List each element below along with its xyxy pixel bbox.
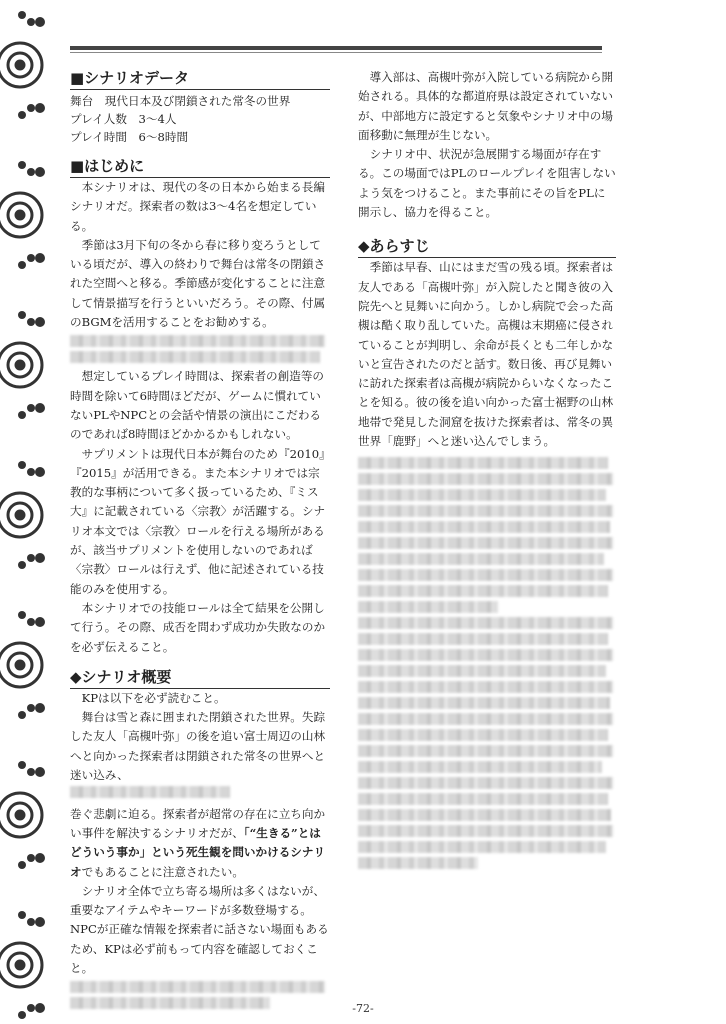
redacted-line <box>358 841 606 853</box>
header-rule-thin <box>70 52 602 53</box>
redacted-line <box>70 786 230 798</box>
overview-paragraph-3: シナリオ全体で立ち寄る場所は多くはないが、重要なアイテムやキーワードが多数登場する。NPCが正確な情報を探索者に話さない場面もあるため、KPは必ず前もって内容を確認しておくこと。 <box>70 883 329 975</box>
redacted-line <box>358 585 608 597</box>
right-paragraph-1: 導入部は、高槻叶弥が入院している病院から開始される。具体的な都道府県は設定されていないが、中部地方に設定すると気象やシナリオ中の場面移動に無理が生じない。 <box>358 70 614 142</box>
redacted-line <box>358 825 613 837</box>
overview-heading: ◆シナリオ概要 <box>70 667 330 689</box>
redacted-line <box>358 665 606 677</box>
header-rule <box>70 46 602 50</box>
redacted-line <box>358 729 608 741</box>
redacted-line <box>358 761 602 773</box>
redacted-line <box>358 521 610 533</box>
redacted-line <box>358 537 613 549</box>
redacted-line <box>358 857 478 869</box>
overview-paragraph-2a: 舞台は雪と森に囲まれた閉鎖された世界。失踪した友人「高槻叶弥」の後を追い富士周辺の山林へと向かった探索者は閉鎖された常冬の世界へと迷い込み、 <box>70 710 326 783</box>
redacted-line <box>358 473 613 485</box>
intro-heading: ■はじめに <box>70 156 330 178</box>
redacted-line <box>358 809 611 821</box>
redacted-line <box>70 351 320 363</box>
synopsis-heading: ◆あらすじ <box>358 236 616 258</box>
intro-paragraph-5: 本シナリオでの技能ロールは全て結果を公開して行う。その際、成否を問わず成功か失敗なのかを必ず伝えること。 <box>70 600 326 654</box>
redacted-block <box>358 457 616 869</box>
redacted-line <box>358 457 608 469</box>
redacted-line <box>70 981 325 993</box>
left-column <box>70 68 330 1013</box>
redacted-line <box>358 777 613 789</box>
redacted-line <box>358 793 608 805</box>
intro-paragraph-2: 季節は3月下旬の冬から春に移り変ろうとしている頃だが、導入の終わりで舞台は常冬の閉鎖された空間へと移る。季節感が変化することに注意して情景描写を行うといいだろう。その際、付属のBGMを活用することをお勧めする。 <box>70 237 326 330</box>
redacted-line <box>358 713 613 725</box>
intro-paragraph-4: サプリメントは現代日本が舞台のため『2010』『2015』が活用できる。また本シナリオでは宗教的な事柄について多く扱っているため、『ミス大』に記載されている〈宗教〉が活躍する。シナリオ本文では〈宗教〉ロールを行える場所があるが、該当サプリメントを使用しないのであれば〈宗教〉ロールは行えず、他に記述されている技能のみを使用する。 <box>70 446 326 596</box>
overview-paragraph-2 <box>70 805 330 882</box>
meta-playtime: プレイ時間 6〜8時間 <box>70 130 189 144</box>
redacted-line <box>358 745 613 757</box>
redacted-line <box>358 489 606 501</box>
redacted-line <box>358 569 613 581</box>
redacted-line <box>358 697 610 709</box>
decorative-border <box>0 0 52 1024</box>
overview-paragraph-2c: でもあることに注意されたい。 <box>81 864 244 879</box>
redacted-line <box>358 633 608 645</box>
intro-paragraph-3: 想定しているプレイ時間は、探索者の創造等の時間を除いて6時間ほどだが、ゲームに慣れていないPLやNPCとの会話や情景の演出にこだわるのであれば8時間ほどかかるかもしれない。 <box>70 369 325 442</box>
redacted-line <box>358 681 613 693</box>
overview-paragraph-1: KPは以下を必ず読むこと。 <box>81 690 226 705</box>
redacted-line <box>358 601 498 613</box>
meta-stage: 舞台 現代日本及び閉鎖された常冬の世界 <box>70 94 291 108</box>
synopsis-paragraph: 季節は早春、山にはまだ雪の残る頃。探索者は友人である「高槻叶弥」が入院したと聞き彼の入院先へと見舞いに向かう。しかし病院で会った高槻は酷く取り乱していた。高槻は末期癌に侵されていることが判明し、余命が長くとも二年しかないと宣告されたのだと話す。数日後、再び見舞いに訪れた探索者は高槻が病院からいなくなったことを知る。彼の後を追い向かった富士裾野の山林地帯で発見した洞窟を抜けた探索者は、常冬の異世界「鹿野」へと迷い込んでしまう。 <box>358 260 614 449</box>
intro-paragraph-1: 本シナリオは、現代の冬の日本から始まる長編シナリオだ。探索者の数は3〜4名を想定している。 <box>70 180 325 233</box>
redacted-line <box>358 617 613 629</box>
redacted-line <box>358 505 613 517</box>
overview-emphasis: 「“生きる”とはどういう事か」という死生観を問いかけるシナリオ <box>70 825 326 879</box>
right-column <box>358 68 616 873</box>
right-paragraph-2: シナリオ中、状況が急展開する場面が存在する。この場面ではPLのロールプレイを阻害しないよう気をつけること。また事前にその旨をPLに開示し、協力を得ること。 <box>358 147 616 220</box>
overview-paragraph-2b: 巻ぐ悲劇に迫る。探索者が超常の存在に立ち向かい事件を解決するシナリオだが、 <box>70 806 326 840</box>
meta-players: プレイ人数 3〜4人 <box>70 112 177 126</box>
redacted-line <box>358 553 604 565</box>
scenario-data-heading: ■シナリオデータ <box>70 68 330 90</box>
redacted-line <box>70 335 325 347</box>
redacted-line <box>358 649 613 661</box>
page-number: -72- <box>352 1002 374 1015</box>
